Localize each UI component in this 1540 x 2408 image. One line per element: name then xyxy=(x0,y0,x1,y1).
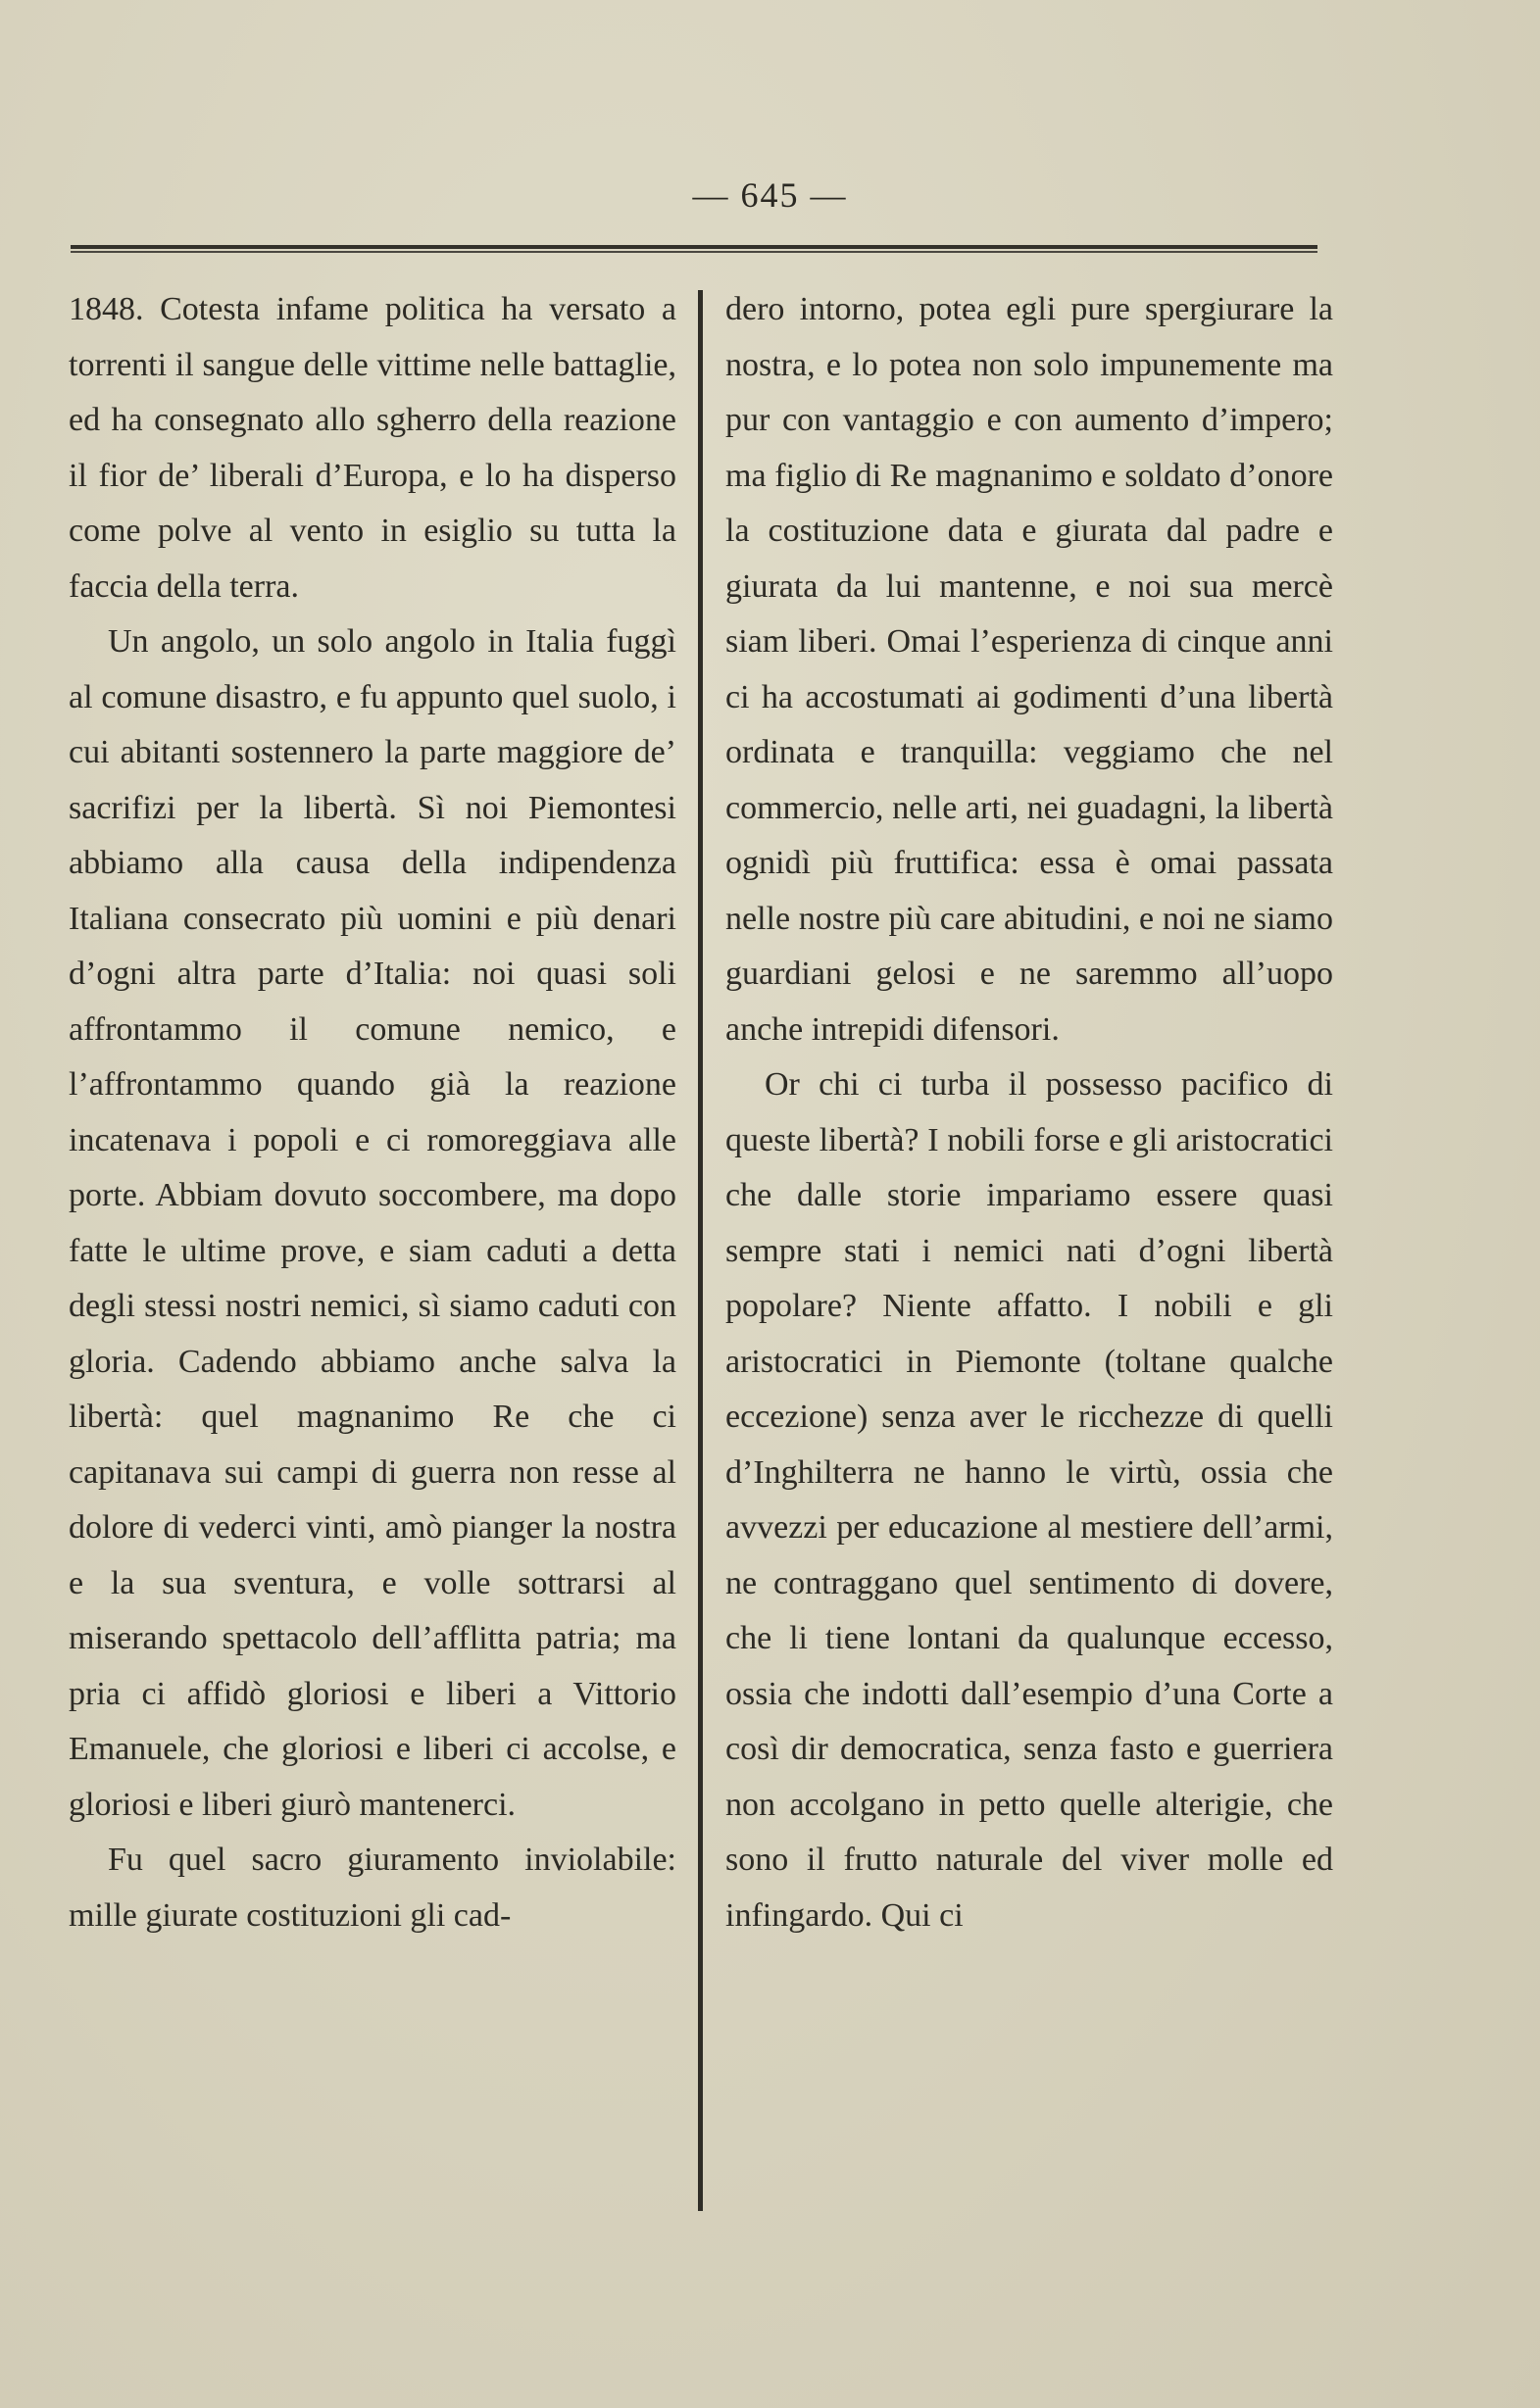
column-divider xyxy=(698,290,703,2211)
paragraph: dero intorno, potea egli pure spergiurare la nostra, e lo potea non solo impunemente ma pur con vantaggio e con aumento d’impero; ma figlio di Re magnanimo e soldato d’onore la costituzione data e giurata dal padre e giurata da lui mantenne, e noi sua mercè siam liberi. Omai l’esperienza di cinque anni ci ha accostumati ai godimenti d’una libertà ordinata e tranquilla: veggiamo che nel commercio, nelle arti, nei guadagni, la libertà ognidì più fruttifica: essa è omai passata nelle nostre più care abitudini, e noi ne siamo guardiani gelosi e ne saremmo all’uopo anche intrepidi difensori. xyxy=(725,291,1333,1048)
paragraph: Fu quel sacro giuramento inviolabile: mille giurate costituzioni gli cad- xyxy=(69,1842,676,1934)
right-column xyxy=(725,282,1333,1943)
header-rule-thick xyxy=(71,245,1317,249)
header-rule xyxy=(71,245,1317,254)
paragraph: Un angolo, un solo angolo in Italia fuggì al comune disastro, e fu appunto quel suolo, i cui abitanti sostennero la parte maggiore de’ sacrifizi per la libertà. Sì noi Piemontesi abbiamo alla causa della indipendenza Italiana consecrato più uomini e più denari d’ogni altra parte d’Italia: noi quasi soli affrontammo il comune nemico, e l’affrontammo quando già la reazione incatenava i popoli e ci romoreggiava alle porte. Abbiam dovuto soccombere, ma dopo fatte le ultime prove, e siam caduti a detta degli stessi nostri nemici, sì siamo caduti con gloria. Cadendo abbiamo anche salva la libertà: quel magnanimo Re che ci capitanava sui campi di guerra non resse al dolore di vederci vinti, amò pianger la nostra e la sua sventura, e volle sottrarsi al miserando spettacolo dell’afflitta patria; ma pria ci affidò gloriosi e liberi a Vittorio Emanuele, che gloriosi e liberi ci accolse, e gloriosi e liberi giurò mantenerci. xyxy=(69,623,676,1823)
paragraph: 1848. Cotesta infame politica ha versato a torrenti il sangue delle vittime nelle battaglie, ed ha consegnato allo sgherro della reazione il fior de’ liberali d’Europa, e lo ha disperso come polve al vento in esiglio su tutta la faccia della terra. xyxy=(69,291,676,605)
header-rule-thin xyxy=(71,251,1317,253)
paragraph: Or chi ci turba il possesso pacifico di queste libertà? I nobili forse e gli aristocratici che dalle storie impariamo essere quasi sempre stati i nemici nati d’ogni libertà popolare? Niente affatto. I nobili e gli aristocratici in Piemonte (toltane qualche eccezione) senza aver le ricchezze di quelli d’Inghilterra ne hanno le virtù, ossia che avvezzi per educazione al mestiere dell’armi, ne contraggano quel sentimento di dovere, che li tiene lontani da qualunque eccesso, ossia che indotti dall’esempio d’una Corte a così dir democratica, senza fasto e guerriera non accolgano in petto quelle alterigie, che sono il frutto naturale del viver molle ed infingardo. Qui ci xyxy=(725,1066,1333,1934)
page-number: — 645 — xyxy=(692,175,848,215)
left-column xyxy=(69,282,676,1943)
